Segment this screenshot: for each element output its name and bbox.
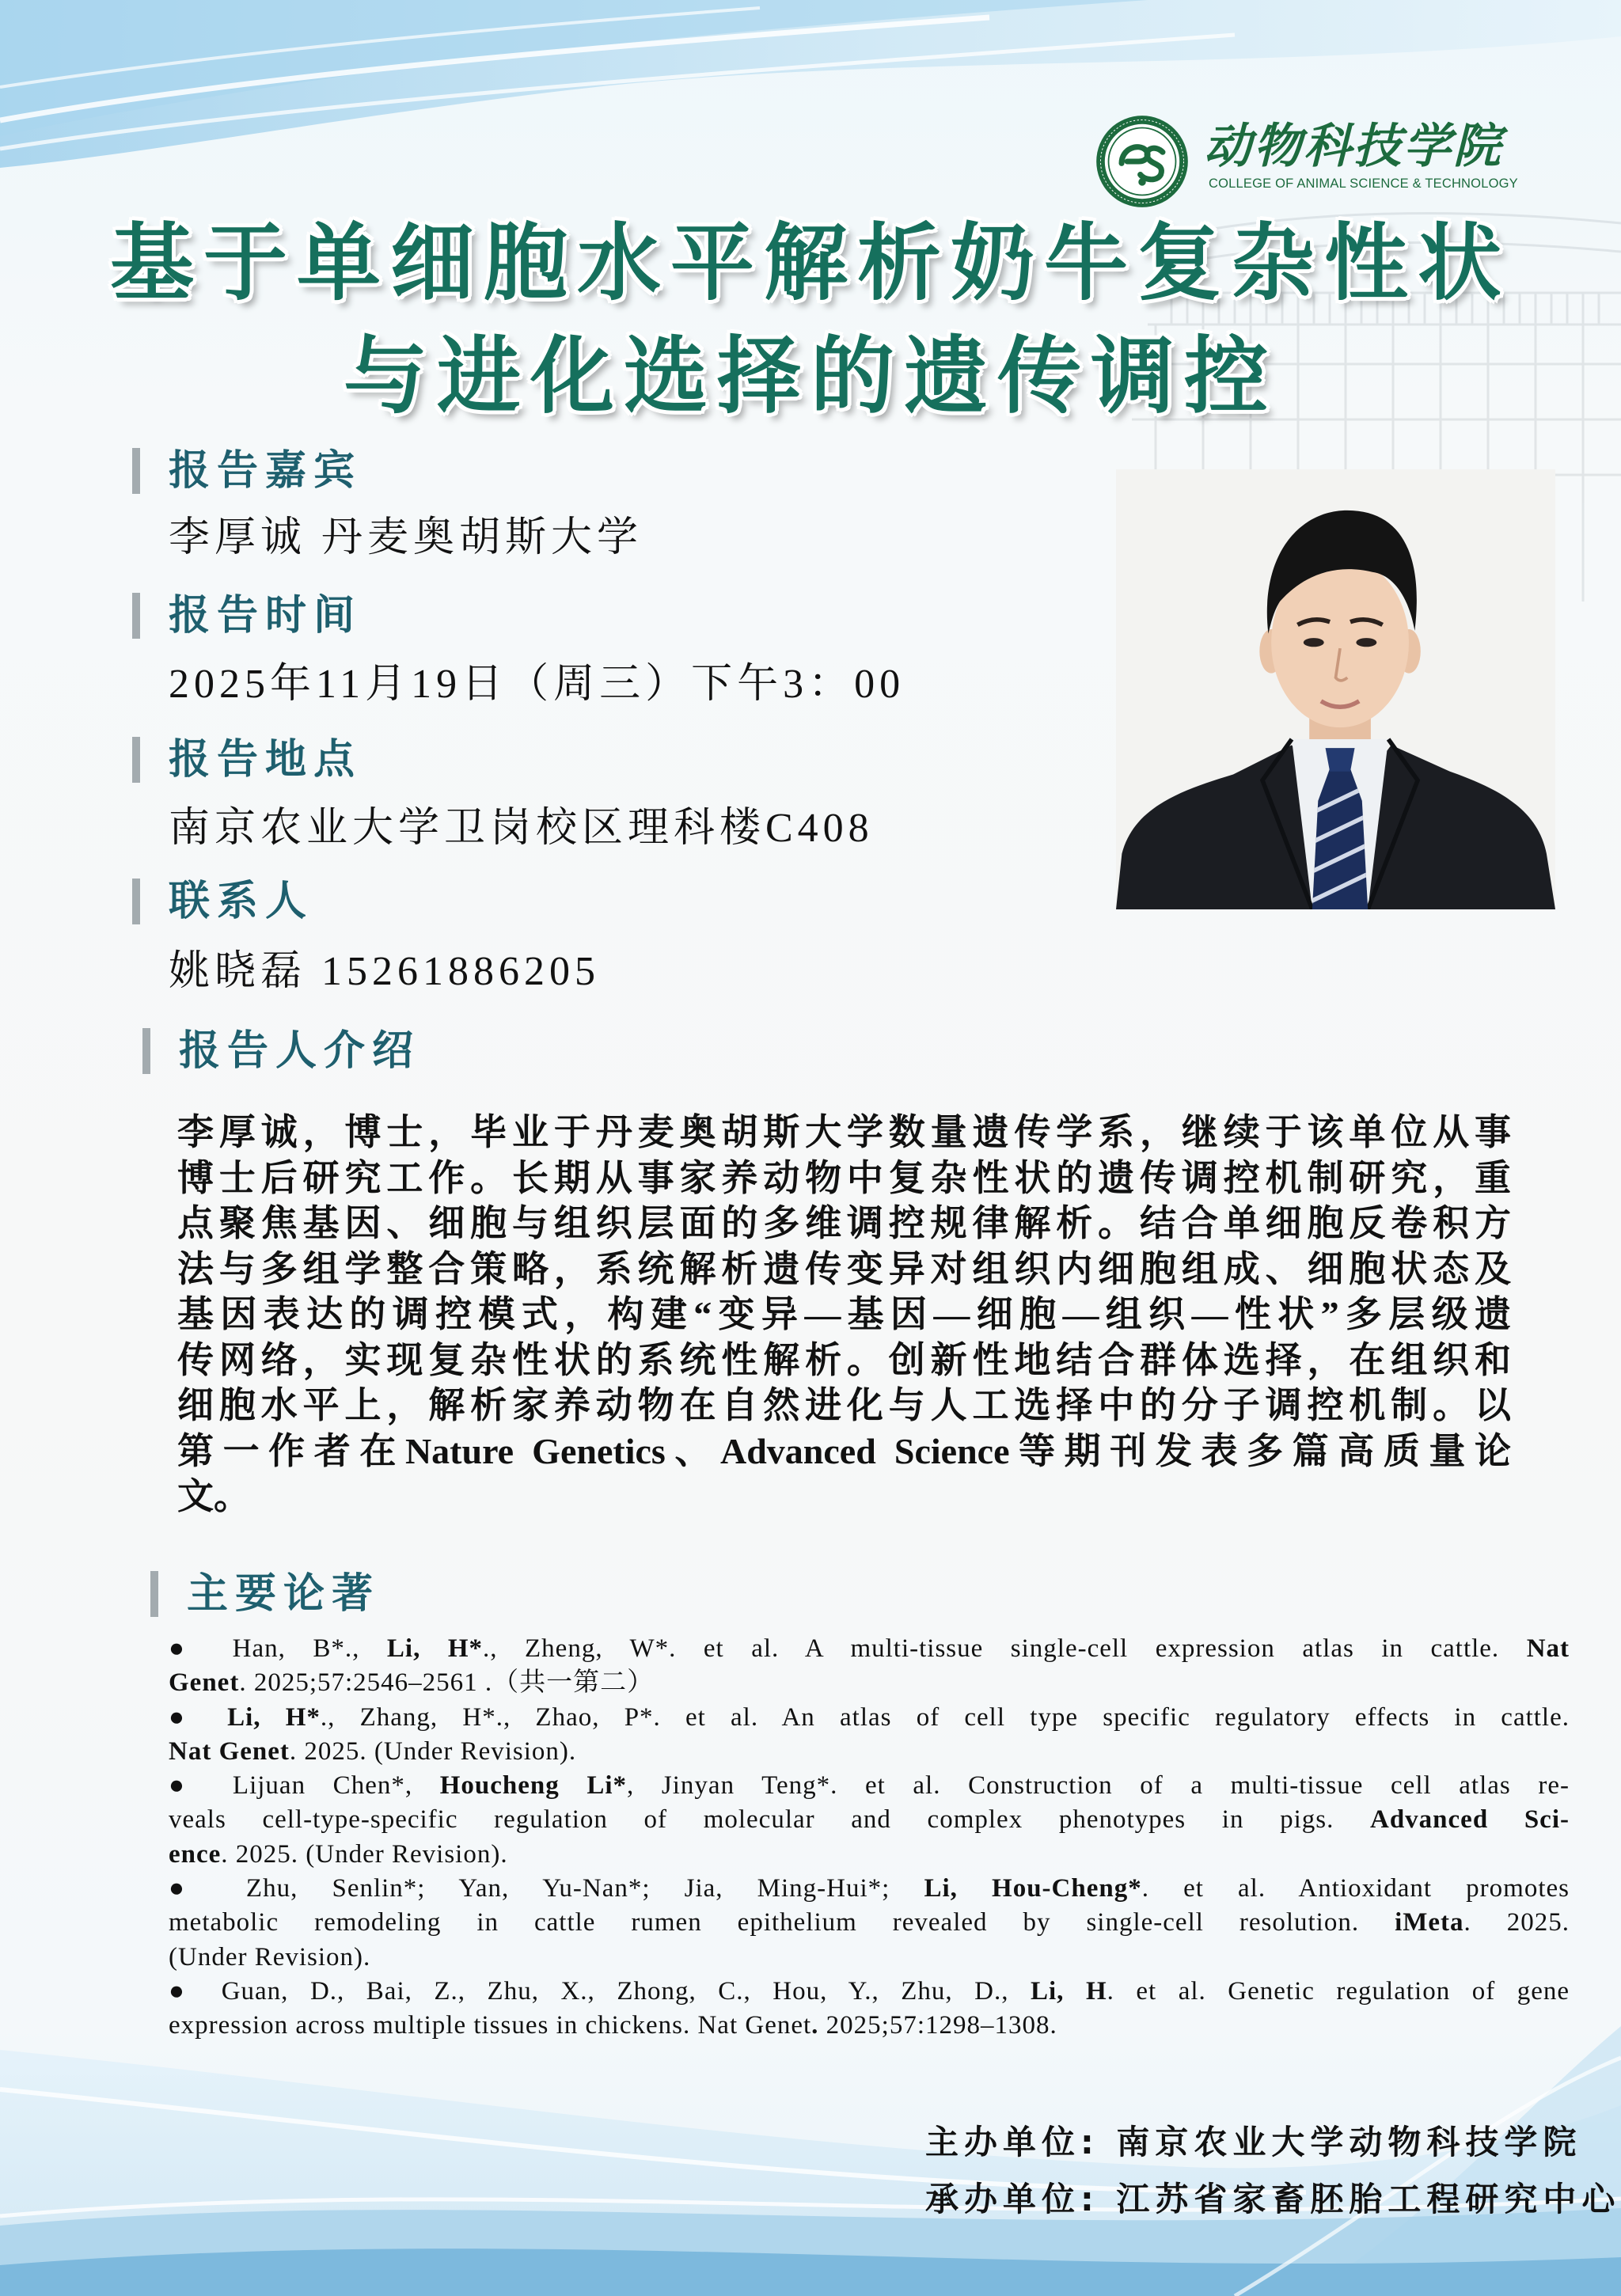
publication-bold-text: Genet (169, 1668, 240, 1698)
speaker-value: 李厚诚 丹麦奥胡斯大学 (169, 515, 643, 560)
publication-text: ● (169, 1702, 228, 1732)
bio-line: 点聚焦基因、细胞与组织层面的多维调控规律解析。结合单细胞反卷积方 (177, 1203, 1511, 1243)
publication-bold-text: Nat (1526, 1634, 1570, 1663)
publication-text: . et al. Genetic regulation of gene (1107, 1976, 1570, 2006)
bio-line: 细胞水平上，解析家养动物在自然进化与人工选择中的分子调控机制。以 (177, 1385, 1511, 1425)
publication-text: . 2025. (Under Revision). (221, 1839, 508, 1869)
publication-line (169, 1941, 1570, 1975)
publication-bold-text: Li, Hou-Cheng* (924, 1874, 1142, 1903)
publication-text: ., Zheng, W*. et al. A multi-tissue single-cell expression atlas in cattle. (483, 1634, 1527, 1663)
publication-item (169, 1975, 1570, 2044)
publication-text: . 2025;57:2546–2561 .（共一第二） (239, 1668, 655, 1698)
speaker-heading (132, 443, 362, 499)
publication-line (169, 1838, 1570, 1872)
publication-list (169, 1632, 1570, 2044)
co-organizer: 承办单位: 江苏省家畜胚胎工程研究中心 (925, 2180, 1621, 2218)
publication-bold-text: Houcheng Li* (439, 1771, 628, 1801)
location-heading (132, 732, 362, 787)
heading-bar (132, 879, 140, 924)
bio-line: 传网络，实现复杂性状的系统性解析。创新性地结合群体选择，在组织和 (177, 1339, 1511, 1380)
publication-line (169, 1975, 1570, 2009)
title-line-2: 与进化选择的遗传调控 (344, 328, 1277, 425)
bio-heading-label: 报告人介绍 (179, 1027, 421, 1075)
publication-line (169, 2009, 1570, 2043)
bio-line: 基因表达的调控模式，构建“变异—基因—细胞—组织—性状”多层级遗 (177, 1294, 1511, 1334)
publication-bold-text: ence (169, 1839, 222, 1869)
publications-heading (150, 1566, 380, 1622)
publication-item (169, 1632, 1570, 1701)
publication-text: expression across multiple tissues in chickens. Nat Genet (169, 2011, 812, 2040)
time-heading (132, 588, 362, 643)
publication-bold-text: iMeta (1395, 1908, 1464, 1937)
publication-text: , Jinyan Teng*. et al. Construction of a multi-tissue cell atlas re- (627, 1771, 1570, 1801)
publication-text: ● Han, B*., (169, 1634, 387, 1663)
publication-bold-text: Li, H* (227, 1702, 321, 1732)
publication-item (169, 1769, 1570, 1872)
heading-bar (132, 448, 140, 494)
publication-text: metabolic remodeling in cattle rumen epithelium revealed by single-cell resolution. (169, 1908, 1395, 1937)
publication-text: veals cell-type-specific regulation of molecular and complex phenotypes in pigs. (169, 1805, 1370, 1835)
publication-text: ● Guan, D., Bai, Z., Zhu, X., Zhong, C., Hou, Y., Zhu, D., (169, 1976, 1031, 2006)
publication-line (169, 1769, 1570, 1803)
publication-item (169, 1701, 1570, 1770)
host-organization: 主办单位: 南京农业大学动物科技学院 (925, 2123, 1582, 2161)
location-heading-label: 报告地点 (169, 736, 363, 784)
bio-line: 博士后研究工作。长期从事家养动物中复杂性状的遗传调控机制研究，重 (177, 1157, 1511, 1198)
publications-heading-label: 主要论著 (187, 1570, 381, 1618)
contact-heading-label: 联系人 (169, 878, 314, 925)
heading-bar (142, 1028, 150, 1074)
publication-bold-text: Advanced Sci- (1370, 1805, 1570, 1835)
publication-line (169, 1632, 1570, 1666)
heading-bar (132, 737, 140, 783)
publication-line (169, 1803, 1570, 1837)
publication-text: 2025;57:1298–1308. (818, 2011, 1057, 2040)
publication-item (169, 1872, 1570, 1975)
contact-value: 姚晓磊 15261886205 (169, 949, 601, 994)
bio-line: 法与多组学整合策略，系统解析遗传变异对组织内细胞组成、细胞状态及 (177, 1248, 1511, 1289)
bio-line: 李厚诚，博士，毕业于丹麦奥胡斯大学数量遗传学系，继续于该单位从事 (177, 1112, 1511, 1152)
bio-line: 文。 (177, 1476, 250, 1516)
publication-bold-text: . (811, 2011, 819, 2040)
publication-text: . 2025. (Under Revision). (289, 1736, 577, 1766)
publication-bold-text: Li, H (1031, 1976, 1107, 2006)
publication-bold-text: Li, H* (386, 1634, 484, 1663)
publication-text: . et al. Antioxidant promotes (1141, 1874, 1570, 1903)
time-value: 2025年11月19日（周三）下午3：00 (169, 662, 905, 707)
speaker-bio (177, 1110, 1511, 1520)
publication-line (169, 1666, 1570, 1700)
publication-bold-text: Nat Genet (169, 1736, 290, 1766)
speaker-heading-label: 报告嘉宾 (169, 447, 363, 495)
speaker-photo (1116, 469, 1555, 909)
publication-text: (Under Revision). (169, 1942, 371, 1972)
college-name-en: COLLEGE OF ANIMAL SCIENCE & TECHNOLOGY (1209, 176, 1518, 191)
bio-line: 第一作者在Nature Genetics、Advanced Science等期刊发表多篇高质量论 (177, 1430, 1511, 1471)
publication-text: ., Zhang, H*., Zhao, P*. et al. An atlas of cell type specific regulatory effects in cattle. (320, 1702, 1570, 1732)
bio-heading (142, 1023, 420, 1079)
publication-text: . 2025. (1463, 1908, 1570, 1937)
title-line-1: 基于单细胞水平解析奶牛复杂性状 (110, 214, 1511, 312)
publication-line (169, 1872, 1570, 1906)
heading-bar (132, 593, 140, 639)
college-emblem-icon (1095, 115, 1189, 208)
publication-line (169, 1906, 1570, 1940)
publication-text: ● Lijuan Chen*, (169, 1771, 440, 1801)
location-value: 南京农业大学卫岗校区理科楼C408 (169, 806, 874, 851)
time-heading-label: 报告时间 (169, 592, 363, 639)
contact-heading (132, 874, 313, 929)
publication-text: ● Zhu, Senlin*; Yan, Yu-Nan*; Jia, Ming-Hui*; (169, 1874, 924, 1903)
publication-line (169, 1735, 1570, 1769)
college-name-cn: 动物科技学院 (1204, 119, 1503, 174)
publication-line (169, 1701, 1570, 1735)
heading-bar (150, 1571, 158, 1617)
